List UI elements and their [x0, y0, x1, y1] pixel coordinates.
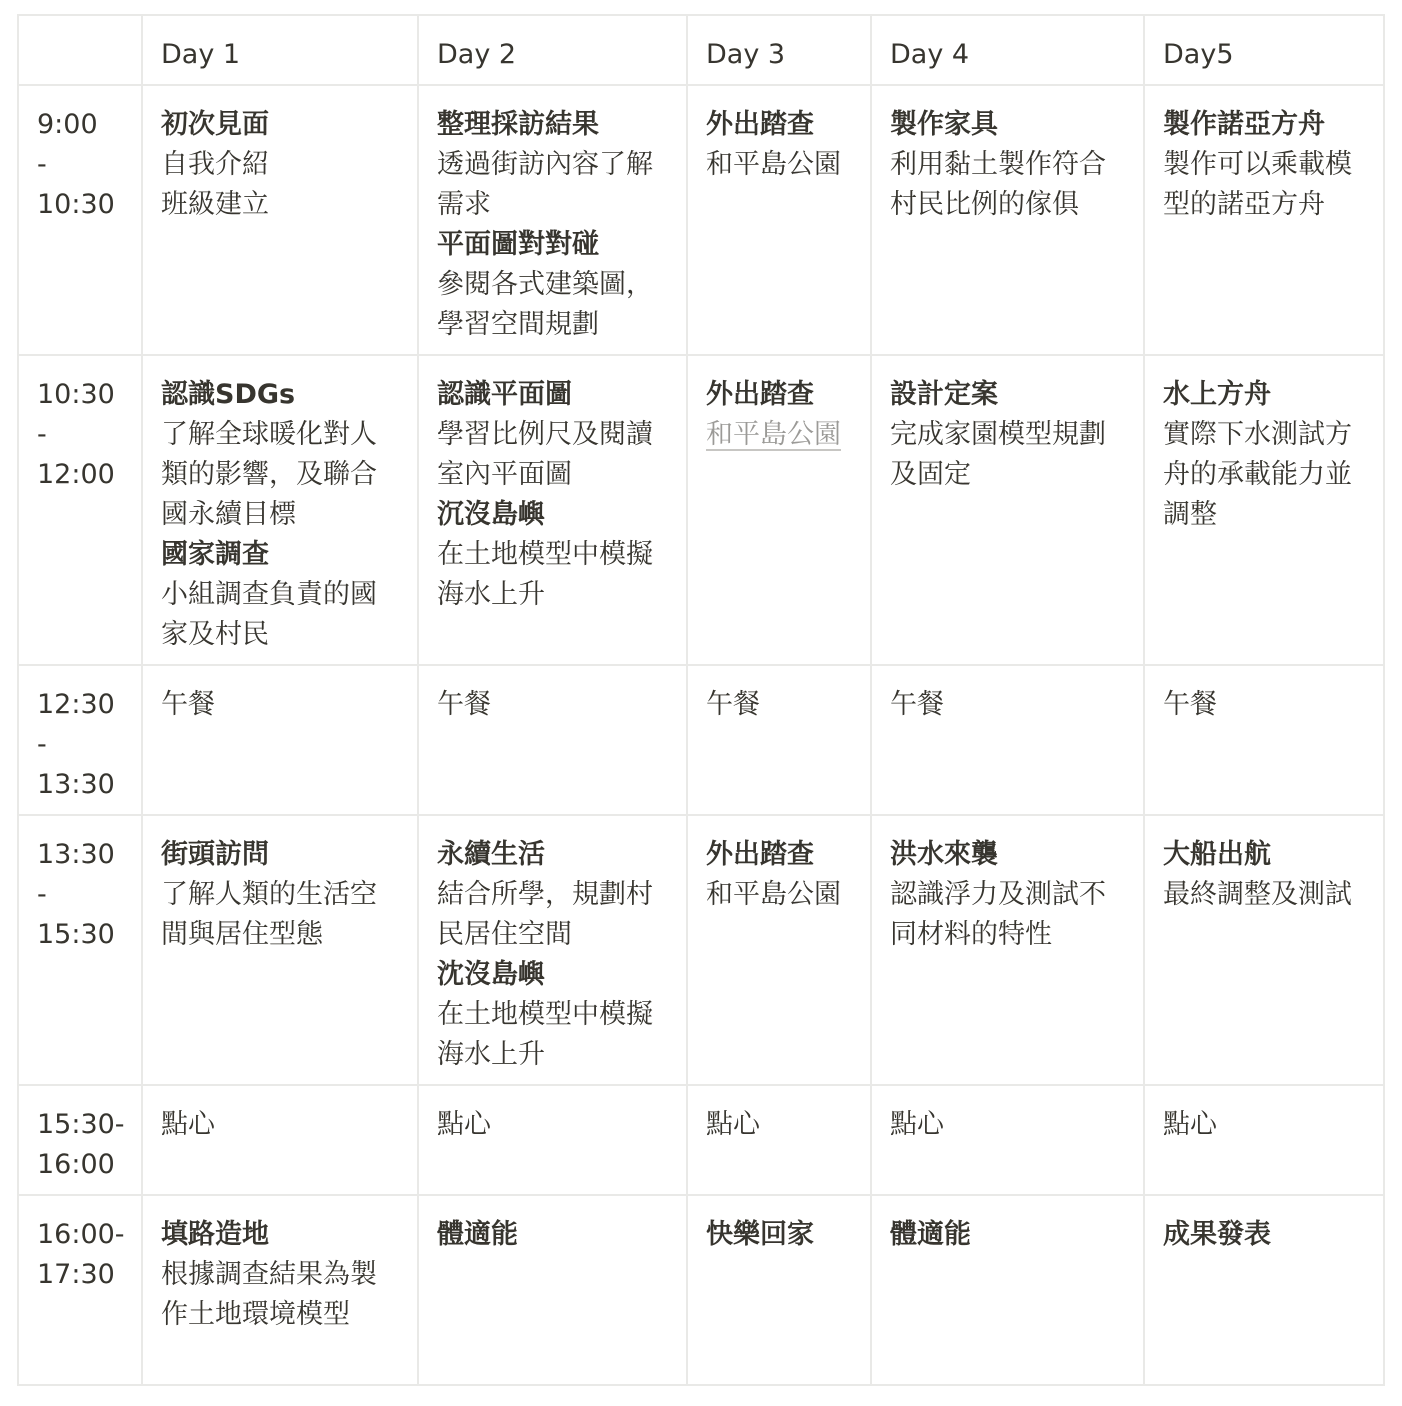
schedule-row — [18, 665, 1384, 815]
time-text: - — [37, 879, 47, 910]
activity-cell-day-2[interactable] — [418, 1085, 687, 1195]
header-day-2[interactable]: Day 2 — [418, 15, 687, 85]
activity-cell-day-3[interactable] — [687, 815, 871, 1085]
activity-description: 製作可以乘載模型的諾亞方舟 — [1163, 149, 1352, 220]
activity-description: 在土地模型中模擬海水上升 — [437, 999, 653, 1070]
activity-title: 整理採訪結果 — [437, 109, 599, 140]
schedule-row — [18, 1085, 1384, 1195]
time-cell[interactable] — [18, 355, 142, 665]
activity-description: 午餐 — [161, 689, 215, 720]
activity-description: 透過街訪內容了解需求 — [437, 149, 653, 220]
activity-cell-day-2[interactable] — [418, 815, 687, 1085]
activity-cell-day-3[interactable] — [687, 1195, 871, 1385]
activity-cell-day-5[interactable] — [1144, 85, 1384, 355]
schedule-row — [18, 815, 1384, 1085]
activity-cell-day-1[interactable] — [142, 665, 418, 815]
activity-title: 外出踏查 — [706, 839, 814, 870]
activity-description: 和平島公園 — [706, 149, 841, 180]
activity-title: 成果發表 — [1163, 1219, 1271, 1250]
time-text: - — [37, 419, 47, 450]
activity-cell-day-1[interactable] — [142, 85, 418, 355]
time-text: 16:00- — [37, 1219, 125, 1250]
time-text: 10:30 — [37, 189, 115, 220]
time-cell[interactable] — [18, 665, 142, 815]
activity-description: 認識浮力及測試不同材料的特性 — [890, 879, 1106, 950]
activity-title: 街頭訪問 — [161, 839, 269, 870]
activity-title: 永續生活 — [437, 839, 545, 870]
activity-description: 點心 — [437, 1109, 491, 1140]
activity-description: 午餐 — [437, 689, 491, 720]
time-cell[interactable] — [18, 1195, 142, 1385]
schedule-wrapper — [17, 14, 1385, 1386]
activity-cell-day-3[interactable] — [687, 665, 871, 815]
activity-title: 填路造地 — [161, 1219, 269, 1250]
activity-cell-day-1[interactable] — [142, 355, 418, 665]
schedule-table — [17, 14, 1385, 1386]
activity-cell-day-3[interactable] — [687, 355, 871, 665]
activity-description: 了解全球暖化對人類的影響，及聯合國永續目標 — [161, 419, 377, 530]
activity-title: 製作諾亞方舟 — [1163, 109, 1325, 140]
activity-title: 平面圖對對碰 — [437, 229, 599, 260]
activity-title: 外出踏查 — [706, 379, 814, 410]
activity-cell-day-5[interactable] — [1144, 1195, 1384, 1385]
activity-description: 小組調查負責的國家及村民 — [161, 579, 377, 650]
time-text: 13:30 — [37, 839, 115, 870]
header-row — [18, 15, 1384, 85]
activity-title: 體適能 — [890, 1219, 971, 1250]
activity-title: 沉沒島嶼 — [437, 499, 545, 530]
time-text: - — [37, 149, 47, 180]
header-day-1[interactable]: Day 1 — [142, 15, 418, 85]
activity-description: 在土地模型中模擬海水上升 — [437, 539, 653, 610]
activity-description: 午餐 — [706, 689, 760, 720]
activity-description: 最終調整及測試 — [1163, 879, 1352, 910]
activity-description: 學習比例尺及閱讀室內平面圖 — [437, 419, 653, 490]
activity-description: 點心 — [706, 1109, 760, 1140]
activity-cell-day-4[interactable] — [871, 1085, 1144, 1195]
activity-cell-day-4[interactable] — [871, 85, 1144, 355]
activity-title: 體適能 — [437, 1219, 518, 1250]
activity-title: 洪水來襲 — [890, 839, 998, 870]
time-cell[interactable] — [18, 85, 142, 355]
activity-description: 實際下水測試方舟的承載能力並調整 — [1163, 419, 1352, 530]
schedule-body — [18, 15, 1384, 1385]
header-time-cell[interactable] — [18, 15, 142, 85]
activity-description: 參閱各式建築圖，學習空間規劃 — [437, 269, 653, 340]
activity-cell-day-1[interactable] — [142, 815, 418, 1085]
activity-title: 大船出航 — [1163, 839, 1271, 870]
activity-cell-day-4[interactable] — [871, 1195, 1144, 1385]
activity-cell-day-2[interactable] — [418, 1195, 687, 1385]
activity-cell-day-2[interactable] — [418, 665, 687, 815]
activity-cell-day-5[interactable] — [1144, 355, 1384, 665]
time-text: 17:30 — [37, 1259, 115, 1290]
schedule-row — [18, 1195, 1384, 1385]
time-cell[interactable] — [18, 1085, 142, 1195]
time-text: 13:30 — [37, 769, 115, 800]
activity-title: 外出踏查 — [706, 109, 814, 140]
activity-cell-day-1[interactable] — [142, 1195, 418, 1385]
activity-title: 設計定案 — [890, 379, 998, 410]
time-text: 15:30- — [37, 1109, 125, 1140]
activity-link[interactable]: 和平島公園 — [706, 419, 841, 450]
time-cell[interactable] — [18, 815, 142, 1085]
time-text: 9:00 — [37, 109, 98, 140]
activity-cell-day-4[interactable] — [871, 815, 1144, 1085]
time-text: 15:30 — [37, 919, 115, 950]
activity-description: 點心 — [890, 1109, 944, 1140]
activity-description: 結合所學，規劃村民居住空間 — [437, 879, 653, 950]
activity-cell-day-5[interactable] — [1144, 1085, 1384, 1195]
header-day-3[interactable]: Day 3 — [687, 15, 871, 85]
activity-cell-day-5[interactable] — [1144, 815, 1384, 1085]
activity-title: 認識平面圖 — [437, 379, 572, 410]
activity-cell-day-2[interactable] — [418, 355, 687, 665]
activity-description: 午餐 — [890, 689, 944, 720]
activity-title: 沈沒島嶼 — [437, 959, 545, 990]
activity-description: 根據調查結果為製作土地環境模型 — [161, 1259, 377, 1330]
time-text: - — [37, 729, 47, 760]
activity-description: 點心 — [161, 1109, 215, 1140]
time-text: 12:00 — [37, 459, 115, 490]
activity-description: 利用黏土製作符合村民比例的傢俱 — [890, 149, 1106, 220]
activity-title: 初次見面 — [161, 109, 269, 140]
time-text: 10:30 — [37, 379, 115, 410]
activity-cell-day-4[interactable] — [871, 355, 1144, 665]
time-text: 12:30 — [37, 689, 115, 720]
activity-description: 點心 — [1163, 1109, 1217, 1140]
activity-cell-day-3[interactable] — [687, 1085, 871, 1195]
time-text: 16:00 — [37, 1149, 115, 1180]
activity-description: 了解人類的生活空間與居住型態 — [161, 879, 377, 950]
activity-cell-day-2[interactable] — [418, 85, 687, 355]
activity-title: 認識SDGs — [161, 379, 296, 410]
activity-description: 自我介紹 — [161, 149, 269, 180]
schedule-row — [18, 355, 1384, 665]
header-day-4[interactable]: Day 4 — [871, 15, 1144, 85]
header-day-5[interactable]: Day5 — [1144, 15, 1384, 85]
activity-title: 水上方舟 — [1163, 379, 1271, 410]
activity-title: 快樂回家 — [706, 1219, 814, 1250]
activity-description: 和平島公園 — [706, 879, 841, 910]
activity-cell-day-4[interactable] — [871, 665, 1144, 815]
activity-description: 午餐 — [1163, 689, 1217, 720]
activity-title: 國家調查 — [161, 539, 269, 570]
activity-cell-day-1[interactable] — [142, 1085, 418, 1195]
schedule-row — [18, 85, 1384, 355]
activity-cell-day-5[interactable] — [1144, 665, 1384, 815]
activity-title: 製作家具 — [890, 109, 998, 140]
activity-description: 完成家園模型規劃及固定 — [890, 419, 1106, 490]
activity-cell-day-3[interactable] — [687, 85, 871, 355]
activity-description: 班級建立 — [161, 189, 269, 220]
